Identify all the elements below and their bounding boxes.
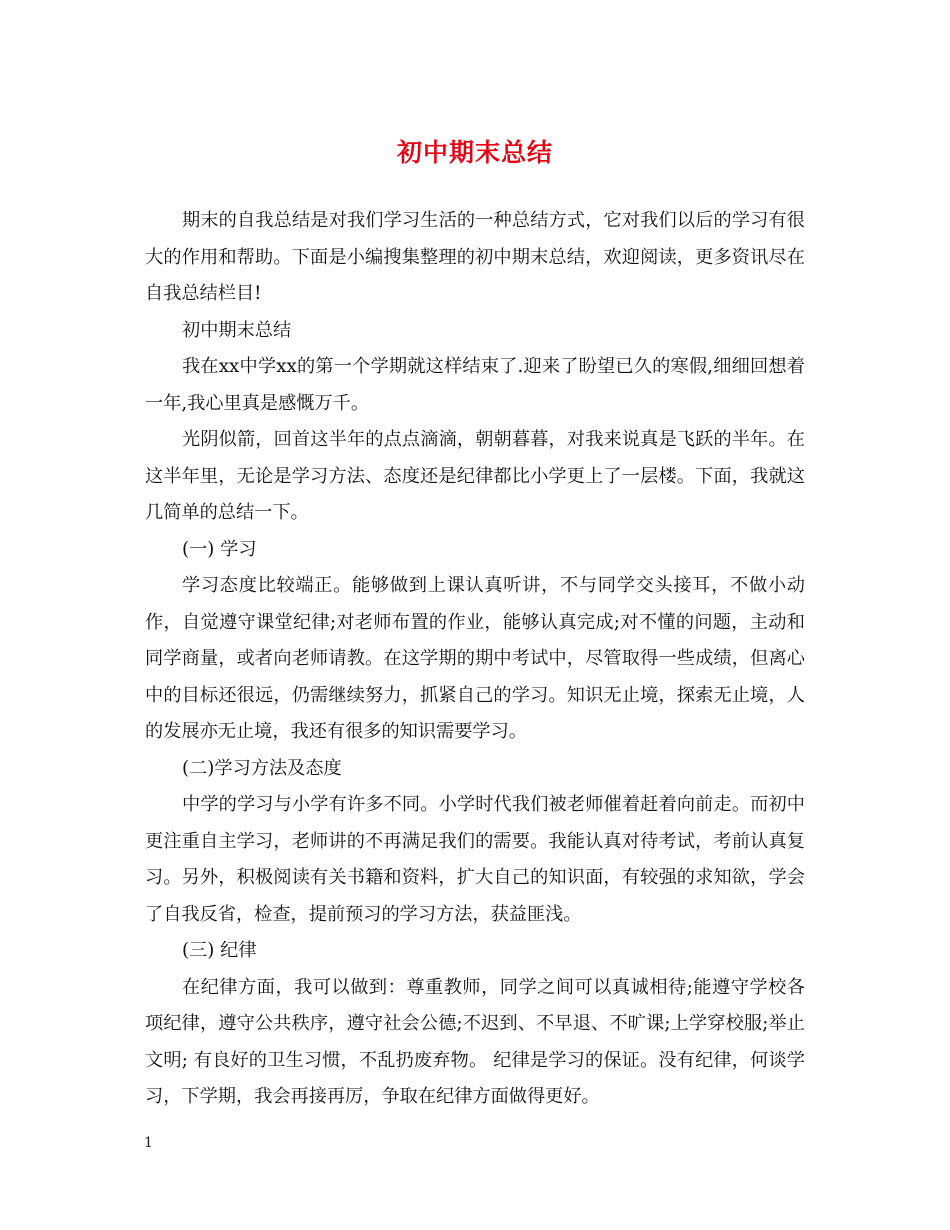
subsection-heading-discipline: (三) 纪律 bbox=[182, 940, 257, 961]
body-paragraph: 我在xx中学xx的第一个学期就这样结束了.迎来了盼望已久的寒假,细细回想着一年,我心里真是感慨万千。 bbox=[145, 356, 805, 414]
page-number: 1 bbox=[144, 1135, 153, 1151]
section-heading: 初中期末总结 bbox=[182, 319, 292, 341]
subsection-heading-method: (二)学习方法及态度 bbox=[182, 757, 342, 779]
intro-paragraph: 期末的自我总结是对我们学习生活的一种总结方式，它对我们以后的学习有很大的作用和帮助。下面是小编搜集整理的初中期末总结，欢迎阅读，更多资讯尽在自我总结栏目! bbox=[145, 210, 805, 304]
document-body bbox=[145, 203, 805, 1116]
body-paragraph: 光阴似箭，回首这半年的点点滴滴，朝朝暮暮，对我来说真是飞跃的半年。在这半年里，无论是学习方法、态度还是纪律都比小学更上了一层楼。下面，我就这几简单的总结一下。 bbox=[145, 429, 805, 523]
document-title: 初中期末总结 bbox=[396, 138, 553, 167]
body-paragraph: 中学的学习与小学有许多不同。小学时代我们被老师催着赶着向前走。而初中更注重自主学习，老师讲的不再满足我们的需要。我能认真对待考试，考前认真复习。另外，积极阅读有关书籍和资料，扩大自己的知识面，有较强的求知欲，学会了自我反省，检查，提前预习的学习方法，获益匪浅。 bbox=[145, 794, 805, 925]
body-paragraph: 学习态度比较端正。能够做到上课认真听讲，不与同学交头接耳，不做小动作，自觉遵守课堂纪律;对老师布置的作业，能够认真完成;对不懂的问题，主动和同学商量，或者向老师请教。在这学期的期中考试中，尽管取得一些成绩，但离心中的目标还很远，仍需继续努力，抓紧自己的学习。知识无止境，探索无止境，人的发展亦无止境，我还有很多的知识需要学习。 bbox=[145, 575, 805, 742]
subsection-heading-study: (一) 学习 bbox=[182, 538, 257, 560]
body-paragraph: 在纪律方面，我可以做到：尊重教师，同学之间可以真诚相待;能遵守学校各项纪律，遵守公共秩序，遵守社会公德;不迟到、不早退、不旷课;上学穿校服;举止文明; 有良好的卫生习惯，不乱扔废弃物。 纪律是学习的保证。没有纪律，何谈学习，下学期，我会再接再厉，争取在纪律方面做得更好。 bbox=[145, 976, 805, 1107]
